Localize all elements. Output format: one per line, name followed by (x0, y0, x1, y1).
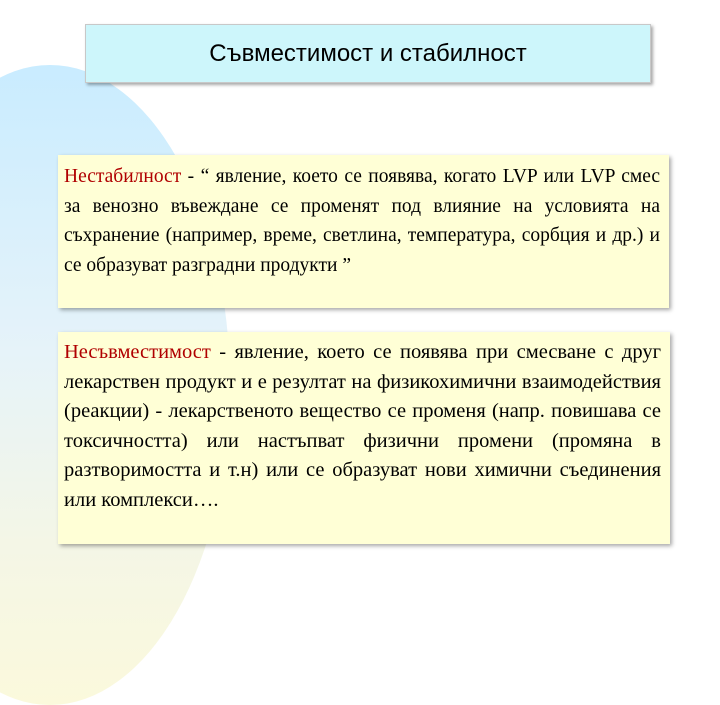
definition-text: - “ явление, което се появява, когато LVP или LVP смес за венозно въвеждане се променят под влияние на условията на съхранение (например, време, светлина, температура, сорбция и др.) и се образуват разградни продукти ” (64, 166, 660, 276)
definition-card-instability (58, 155, 669, 308)
definition-card-incompatibility (58, 332, 670, 544)
slide-title: Съвместимост и стабилност (209, 39, 527, 67)
definition-text: - явление, което се появява при смесване с друг лекарствен продукт и е резултат на физикохимични взаимодействия (реакции) - лекарственото вещество се променя (напр. повишава се токсичността) или настъпват физични промени (промяна в разтворимостта и т.н) или се образуват нови химични съединения или комплекси…. (64, 341, 661, 511)
definition-term: Нестабилност (64, 166, 182, 187)
definition-term: Несъвместимост (64, 341, 211, 363)
title-box (85, 24, 651, 83)
definition-paragraph (64, 162, 660, 280)
definition-paragraph (64, 338, 661, 515)
